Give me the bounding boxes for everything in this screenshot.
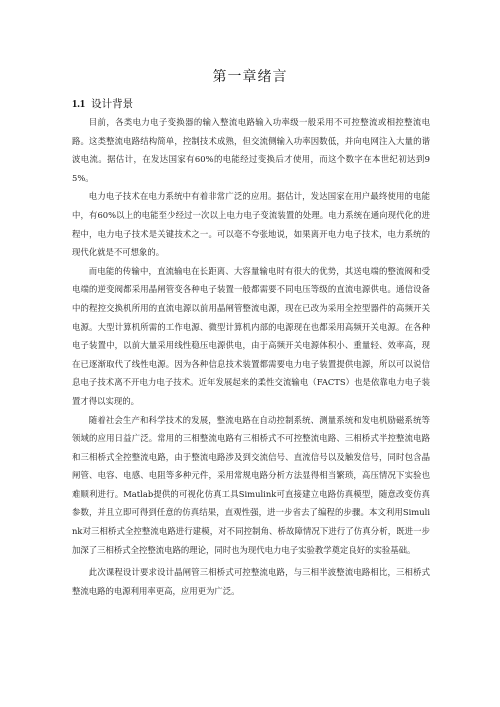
- paragraph: 电力电子技术在电力系统中有着非常广泛的应用。据估计，发达国家在用户最终使用的电能中，有60%以上的电能至少经过一次以上电力电子变流装置的处理。电力系统在通向现代化的进程中，电力电子技术是关键技术之一。可以毫不夸张地说，如果离开电力电子技术，电力系统的现代化就是不可想象的。: [72, 191, 430, 258]
- paragraph: 而电能的传输中，直流输电在长距离、大容量输电时有很大的优势，其送电端的整流阀和受电端的逆变阀都采用晶闸管变各种电子装置一般都需要不同电压等级的直流电源供电。通信设备中的程控交换机所用的直流电源以前用晶闸管整流电源，现在已改为采用全控型器件的高频开关电源。大型计算机所需的工作电源、微型计算机内部的电源现在也都采用高频开关电源。在各种电子装置中，以前大量采用线性稳压电源供电，由于高频开关电源体积小、重量轻、效率高，现在已逐渐取代了线性电源。因为各种信息技术装置都需要电力电子装置提供电源，所以可以说信息电子技术离不开电力电子技术。近年发展起来的柔性交流输电（FACTS）也是依靠电力电子装置才得以实现的。: [72, 265, 430, 406]
- section-title: 设计背景: [91, 98, 134, 110]
- paragraph: 此次课程设计要求设计晶闸管三相桥式可控整流电路，与三相半波整流电路相比，三相桥式整流电路的电源利用率更高，应用更为广泛。: [72, 567, 430, 596]
- paragraph: 目前，各类电力电子变换器的输入整流电路输入功率级一般采用不可控整流或相控整流电路。这类整流电路结构简单，控制技术成熟，但交流侧输入功率因数低，并向电网注入大量的谐波电流。据估计，在发达国家有60%的电能经过变换后才使用，而这个数字在本世纪初达到95%。: [72, 117, 430, 183]
- chapter-title: 第一章绪言: [212, 69, 288, 85]
- body-text: [72, 113, 430, 600]
- paragraph: 随着社会生产和科学技术的发展，整流电路在自动控制系统、测量系统和发电机励磁系统等领域的应用日益广泛。常用的三相整流电路有三相桥式不可控整流电路、三相桥式半控整流电路和三相桥式全控整流电路，由于整流电路涉及到交流信号、直流信号以及触发信号，同时包含晶闸管、电容、电感、电阻等多种元件，采用常规电路分析方法显得相当繁琐，高压情况下实验也难顺利进行。Matlab提供的可视化仿真工具Simulink可直接建立电路仿真模型，随意改变仿真参数，并且立即可得到任意的仿真结果，直观性强，进一步省去了编程的步骤。本文利用Simulink对三相桥式全控整流电路进行建模，对不同控制角、桥故障情况下进行了仿真分析，既进一步加深了三相桥式全控整流电路的理论，同时也为现代电力电子实验教学奠定良好的实验基础。: [72, 414, 430, 555]
- section-heading: [72, 96, 133, 111]
- section-number: 1.1: [72, 99, 86, 110]
